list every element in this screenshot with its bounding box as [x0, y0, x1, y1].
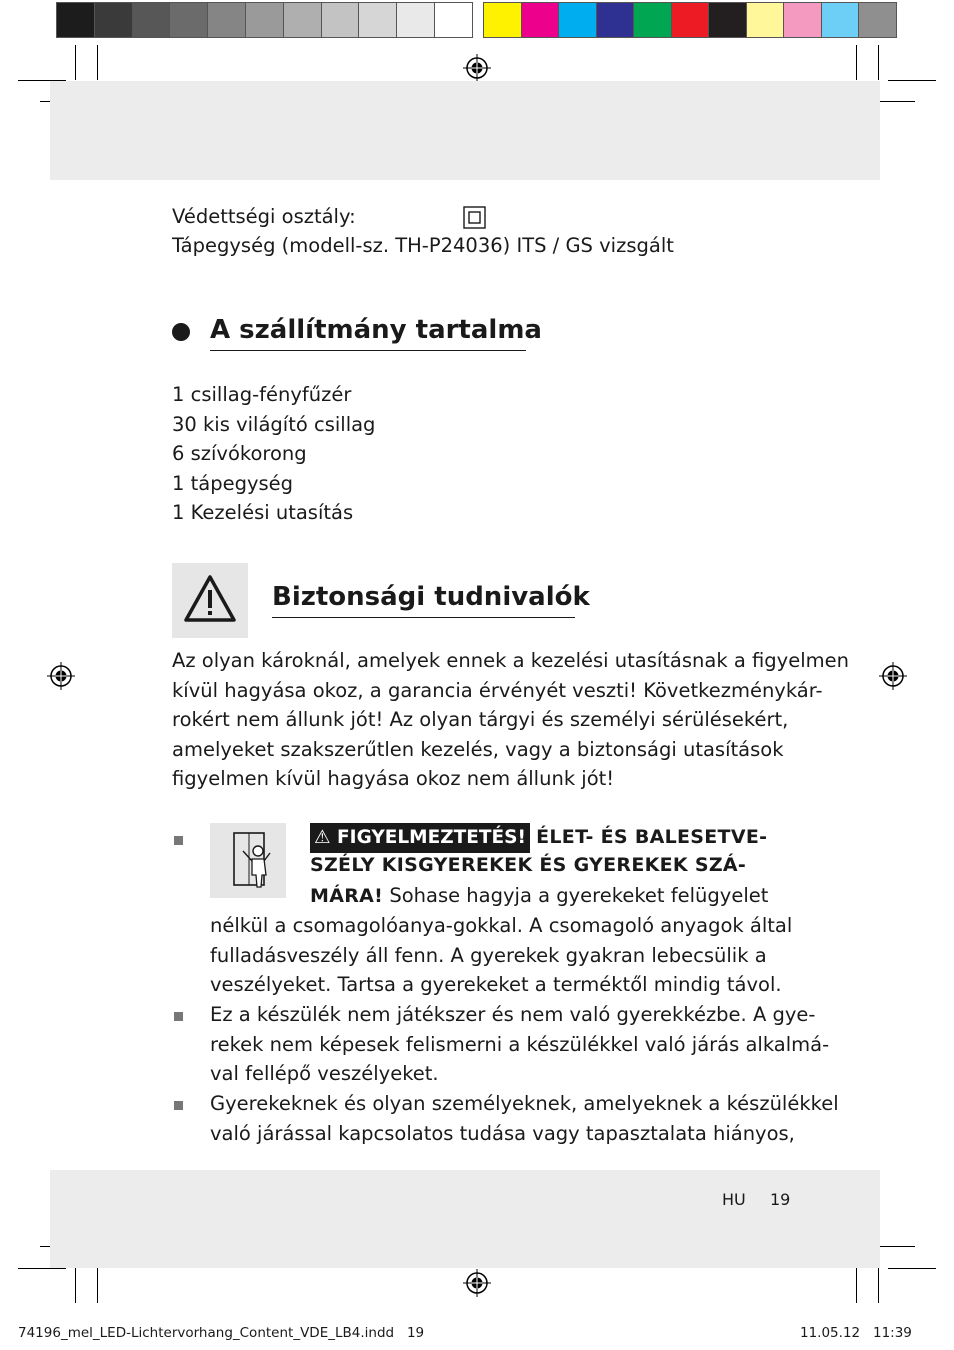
gray-swatch [169, 2, 208, 38]
warning-line-1 [310, 822, 767, 853]
registration-mark-icon [462, 53, 492, 83]
warning-caps: SZÉLY KISGYEREKEK ÉS GYEREKEK SZÁ- [310, 854, 747, 876]
warning-line: fulladásveszély áll fenn. A gyerekek gyakran lebecsülik a [210, 943, 767, 967]
section-bullet-icon [172, 323, 190, 341]
square-bullet-icon [174, 1012, 183, 1021]
warning-label: FIGYELMEZTETÉS! [337, 827, 526, 848]
warning-body [210, 911, 792, 1000]
gray-swatch [358, 2, 397, 38]
safety-intro [172, 646, 849, 794]
bullet-line: val fellépő veszélyeket. [210, 1062, 439, 1085]
power-unit-line: Tápegység (modell-sz. TH-P24036) ITS / GS vizsgált [172, 234, 674, 257]
safety-heading: Biztonsági tudnivalók [272, 582, 590, 612]
gray-swatch [56, 2, 95, 38]
warning-line-3 [310, 881, 768, 912]
warning-triangle-icon [172, 563, 248, 638]
square-bullet-icon [174, 1101, 183, 1110]
warning-triangle-box [172, 563, 248, 638]
registration-mark-icon [462, 1268, 492, 1298]
page-number: 19 [769, 1190, 791, 1209]
registration-mark-icon [878, 661, 908, 691]
color-swatch [746, 2, 785, 38]
page-label [722, 1190, 790, 1209]
color-swatch [708, 2, 747, 38]
gray-swatch [94, 2, 133, 38]
file-slug: 74196_mel_LED-Lichtervorhang_Content_VDE_LB4.indd 19 [18, 1325, 425, 1341]
list-item: 1 csillag-fényfűzér [172, 383, 352, 406]
heading-underline [272, 617, 575, 618]
list-item: 6 szívókorong [172, 442, 307, 465]
contents-list [172, 380, 375, 528]
bullet-line: rekek nem képesek felismerni a készülékkel való járás alkalmá- [210, 1032, 830, 1056]
color-swatch [633, 2, 672, 38]
intro-line: kívül hagyása okoz, a garancia érvényét veszti! Következménykár- [172, 678, 823, 702]
warning-line: veszélyeket. Tartsa a gyerekeket a terméktől mindig távol. [210, 973, 782, 996]
warning-small-triangle-icon: ⚠ [314, 827, 331, 848]
bullet-3-text [210, 1089, 839, 1148]
gray-swatch [245, 2, 284, 38]
color-swatch [671, 2, 710, 38]
list-item: 1 Kezelési utasítás [172, 501, 354, 524]
intro-line: rokért nem állunk jót! Az olyan tárgyi és személyi sérülésekért, [172, 708, 789, 731]
gray-swatch [321, 2, 360, 38]
warning-text: Sohase hagyja a gyerekeket felügyelet [383, 884, 769, 907]
print-date: 11.05.12 11:39 [800, 1325, 912, 1341]
gray-swatch [283, 2, 322, 38]
gray-swatch [207, 2, 246, 38]
list-item: 30 kis világító csillag [172, 412, 376, 436]
color-swatch [558, 2, 597, 38]
gray-swatch [132, 2, 171, 38]
list-item: 1 tápegység [172, 471, 294, 495]
header-band [50, 81, 880, 180]
protection-class-label: Védettségi osztály: [172, 205, 356, 228]
language-code: HU [722, 1190, 746, 1209]
square-bullet-icon [174, 836, 183, 845]
warning-caps: ÉLET- ÉS BALESETVE- [536, 826, 768, 848]
protection-class-ii-icon [463, 206, 487, 230]
intro-line: amelyeket szakszerűtlen kezelés, vagy a biztonsági utasítások [172, 737, 784, 761]
intro-line: Az olyan károknál, amelyek ennek a kezelési utasításnak a figyelmen [172, 649, 849, 672]
warning-label-box [310, 823, 530, 853]
contents-heading: A szállítmány tartalma [210, 315, 542, 345]
color-swatch [858, 2, 897, 38]
gray-swatch [396, 2, 435, 38]
color-swatch [821, 2, 860, 38]
warning-caps: MÁRA! [310, 885, 384, 907]
intro-line: figyelmen kívül hagyása okoz nem állunk jót! [172, 767, 615, 790]
bullet-line: Ez a készülék nem játékszer és nem való gyerekkézbe. A gye- [210, 1003, 816, 1026]
bullet-2-text [210, 1000, 829, 1089]
child-window-icon [210, 823, 286, 898]
color-swatch [596, 2, 635, 38]
color-swatch [783, 2, 822, 38]
bullet-line: való járással kapcsolatos tudása vagy tapasztalata hiányos, [210, 1121, 795, 1145]
warning-line: nélkül a csomagolóanya-gokkal. A csomagoló anyagok által [210, 914, 793, 937]
footer-band [50, 1170, 880, 1268]
gray-swatch [434, 2, 473, 38]
child-hazard-pictogram [210, 823, 286, 898]
color-swatch [483, 2, 522, 38]
heading-underline [210, 350, 526, 351]
registration-mark-icon [46, 661, 76, 691]
color-swatch [521, 2, 560, 38]
bullet-line: Gyerekeknek és olyan személyeknek, amelyeknek a készülékkel [210, 1092, 839, 1115]
